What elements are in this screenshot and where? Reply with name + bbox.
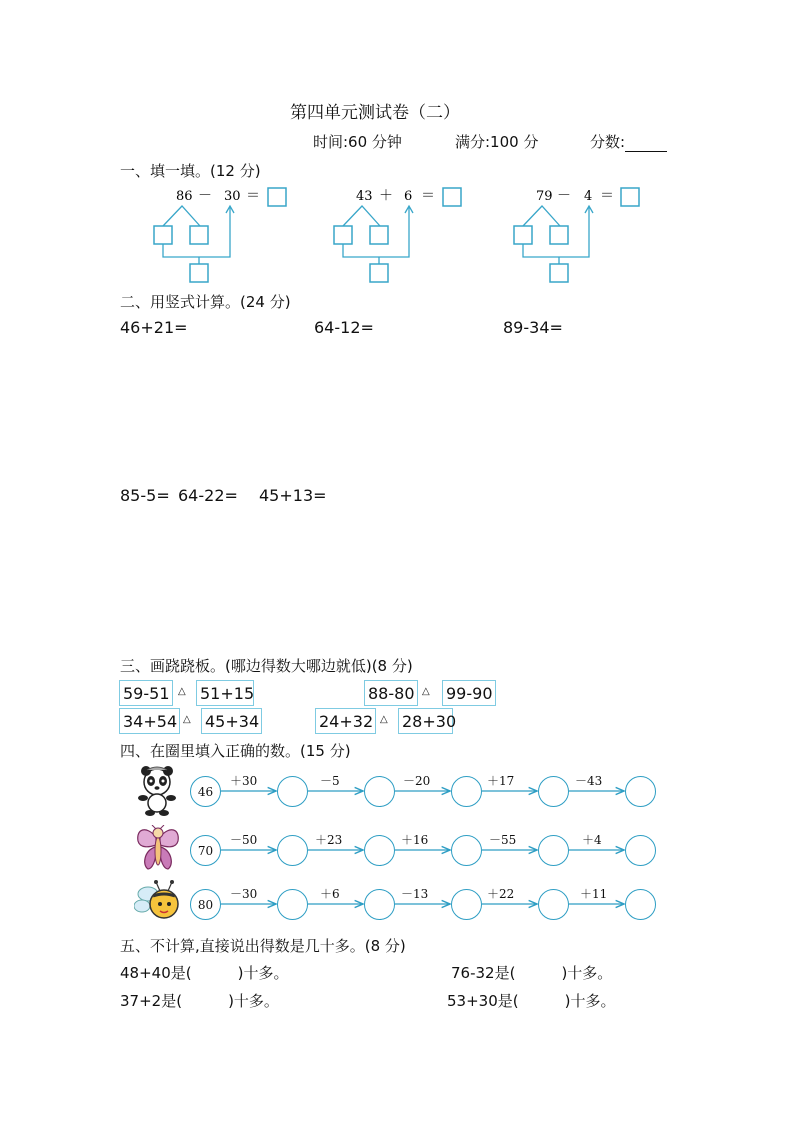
- decompose-diagram-2: [334, 188, 461, 282]
- vertical-calc-2: 64-12=: [314, 318, 374, 337]
- section-1-title: 一、填一填。(12 分): [120, 162, 261, 180]
- p2-op: ＋: [379, 188, 393, 204]
- seesaw-right-1: 51+15: [196, 680, 254, 706]
- vertical-calc-4: 85-5=: [120, 486, 170, 505]
- op-2-2: ＋23: [315, 833, 343, 847]
- p3-part-box-2: [550, 226, 568, 244]
- op-3-4: ＋22: [487, 887, 515, 901]
- p3-part-box-1: [514, 226, 532, 244]
- time-info: 时间:60 分钟: [313, 133, 402, 151]
- p3-result-box: [550, 264, 568, 282]
- p1-eq: ＝: [246, 188, 260, 204]
- seesaw-pivot-3: △: [183, 714, 191, 725]
- full-score-info: 满分:100 分: [455, 133, 539, 151]
- p3-op: －: [557, 188, 571, 204]
- seesaw-right-4: 28+30: [398, 708, 453, 734]
- estimate-item-1: 48+40是( )十多。: [120, 964, 289, 982]
- p2-b: 6: [404, 189, 413, 204]
- vertical-calc-6: 45+13=: [259, 486, 327, 505]
- op-1-5: －43: [575, 774, 603, 788]
- section-3-title: 三、画跷跷板。(哪边得数大哪边就低)(8 分): [120, 657, 413, 675]
- section-5-title: 五、不计算,直接说出得数是几十多。(8 分): [120, 937, 406, 955]
- p1-a: 86: [176, 189, 193, 204]
- p2-answer-box: [443, 188, 461, 206]
- estimate-item-2: 76-32是( )十多。: [451, 964, 613, 982]
- seesaw-left-3: 34+54: [119, 708, 180, 734]
- start-circle-3: 80: [190, 889, 221, 920]
- decompose-diagrams: [0, 180, 794, 290]
- p1-part-box-2: [190, 226, 208, 244]
- op-2-4: －55: [489, 833, 517, 847]
- seesaw-left-1: 59-51: [119, 680, 173, 706]
- p2-eq: ＝: [421, 188, 435, 204]
- section-4-title: 四、在圈里填入正确的数。(15 分): [120, 742, 351, 760]
- op-2-3: ＋16: [401, 833, 429, 847]
- seesaw-pivot-2: △: [422, 686, 430, 697]
- p3-b: 4: [584, 189, 593, 204]
- p2-result-box: [370, 264, 388, 282]
- estimate-item-3: 37+2是( )十多。: [120, 992, 279, 1010]
- p2-part-box-1: [334, 226, 352, 244]
- op-2-5: ＋4: [582, 833, 602, 847]
- arrow-chains: [0, 760, 794, 920]
- p2-a: 43: [356, 189, 373, 204]
- decompose-diagram-1: [154, 188, 286, 282]
- seesaw-left-4: 24+32: [315, 708, 376, 734]
- page-title: 第四单元测试卷（二）: [290, 103, 460, 123]
- seesaw-right-2: 99-90: [442, 680, 496, 706]
- p1-answer-box: [268, 188, 286, 206]
- op-1-3: －20: [403, 774, 431, 788]
- p1-b: 30: [224, 189, 241, 204]
- p3-a: 79: [536, 189, 553, 204]
- seesaw-pivot-1: △: [178, 686, 186, 697]
- vertical-calc-3: 89-34=: [503, 318, 563, 337]
- score-label: 分数:: [590, 133, 626, 151]
- vertical-calc-5: 64-22=: [178, 486, 238, 505]
- decompose-diagram-3: [514, 188, 639, 282]
- p1-result-box: [190, 264, 208, 282]
- op-3-2: ＋6: [320, 887, 340, 901]
- score-blank[interactable]: [625, 137, 667, 152]
- op-2-1: －50: [230, 833, 258, 847]
- op-1-2: －5: [320, 774, 340, 788]
- p2-part-box-2: [370, 226, 388, 244]
- op-1-4: ＋17: [487, 774, 515, 788]
- seesaw-pivot-4: △: [380, 714, 388, 725]
- start-circle-2: 70: [190, 835, 221, 866]
- seesaw-right-3: 45+34: [201, 708, 262, 734]
- start-circle-1: 46: [190, 776, 221, 807]
- op-3-3: －13: [401, 887, 429, 901]
- p3-eq: ＝: [600, 188, 614, 204]
- estimate-item-4: 53+30是( )十多。: [447, 992, 616, 1010]
- p3-answer-box: [621, 188, 639, 206]
- op-3-5: ＋11: [580, 887, 608, 901]
- p1-part-box-1: [154, 226, 172, 244]
- op-1-1: ＋30: [230, 774, 258, 788]
- seesaw-left-2: 88-80: [364, 680, 418, 706]
- p1-op: －: [198, 188, 212, 204]
- section-2-title: 二、用竖式计算。(24 分): [120, 293, 291, 311]
- score-field[interactable]: [590, 131, 667, 152]
- vertical-calc-1: 46+21=: [120, 318, 188, 337]
- op-3-1: －30: [230, 887, 258, 901]
